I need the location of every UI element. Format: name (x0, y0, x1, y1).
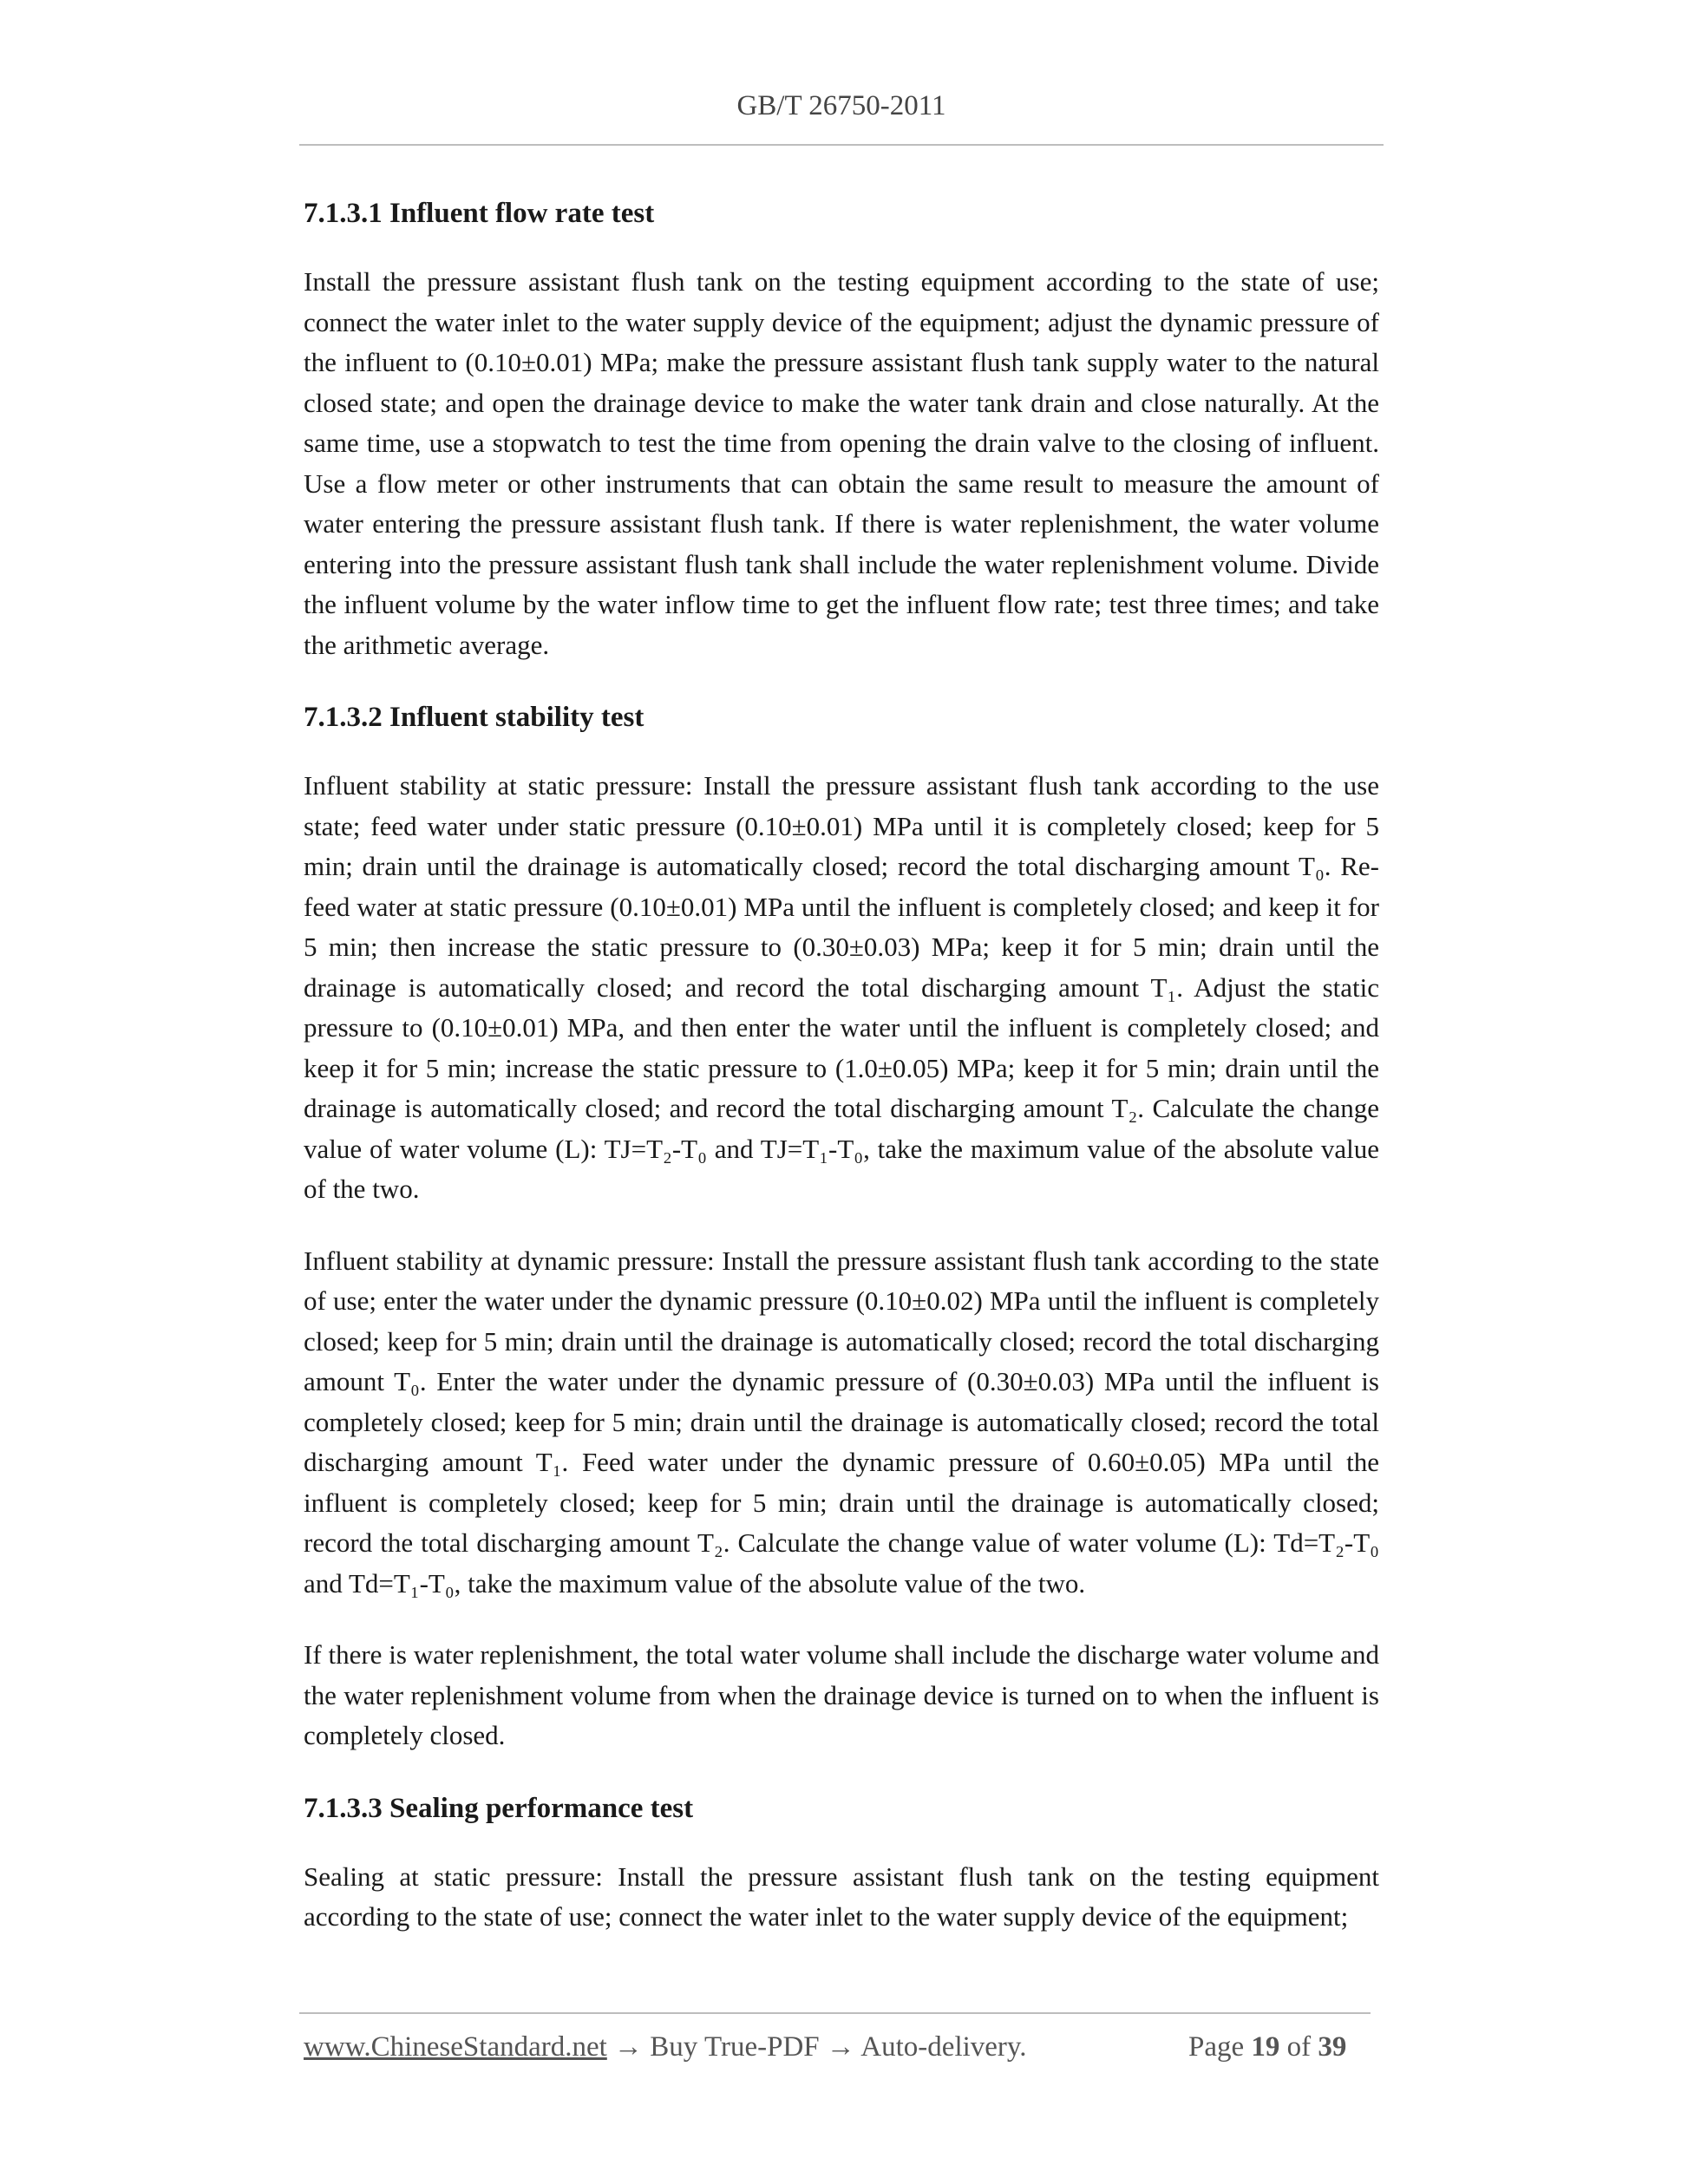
paragraph: Install the pressure assistant flush tank on the testing equipment according to the state of use; connect the water inlet to the water supply device of the equipment; adjust the dynamic pressure of the influent to (0.10±0.01) MPa; make the pressure assistant flush tank supply water to the natural closed state; and open the drainage device to make the water tank drain and close naturally. At the same time, use a stopwatch to test the time from opening the drain valve to the closing of influent. Use a flow meter or other instruments that can obtain the same result to measure the amount of water entering the pressure assistant flush tank. If there is water replenishment, the water volume entering into the pressure assistant flush tank shall include the water replenishment volume. Divide the influent volume by the water inflow time to get the influent flow rate; test three times; and take the arithmetic average. (304, 266, 1379, 660)
site-link[interactable]: www.ChineseStandard.net (304, 2031, 607, 2063)
footer-divider (299, 2012, 1371, 2014)
of-label: of (1286, 2031, 1312, 2063)
section-heading: 7.1.3.2 Influent stability test (304, 702, 644, 733)
page-indicator (1188, 2031, 1346, 2063)
document-body (304, 193, 1379, 1969)
page-label: Page (1188, 2031, 1245, 2063)
section-heading: 7.1.3.1 Influent flow rate test (304, 198, 655, 229)
paragraph: Sealing at static pressure: Install the pressure assistant flush tank on the testing equipment according to the state of use; connect the water inlet to the water supply device of the equipment; (304, 1860, 1379, 1932)
paragraph: Influent stability at dynamic pressure: Install the pressure assistant flush tank according to the state of use; enter the water under the dynamic pressure (0.10±0.02) MPa until the influent is completely closed; keep for 5 min; drain until the drainage is automatically closed; record the total discharging amount T₀. Enter the water under the dynamic pressure of (0.30±0.03) MPa until the influent is completely closed; keep for 5 min; drain until the drainage is automatically closed; record the total discharging amount T₁. Feed water under the dynamic pressure of 0.60±0.05) MPa until the influent is completely closed; keep for 5 min; drain until the drainage is automatically closed; record the total discharging amount T₂. Calculate the change value of water volume (L): Td=T₂-T₀ and Td=T₁-T₀, take the maximum value of the absolute value of the two. (304, 1245, 1379, 1599)
paragraph: If there is water replenishment, the total water volume shall include the discharge water volume and the water replenishment volume from when the drainage device is turned on to when the influent is completely closed. (304, 1639, 1379, 1750)
header-divider (299, 144, 1384, 146)
promo-text: → Buy True-PDF → Auto-delivery. (606, 2031, 1027, 2063)
page-number: 19 (1251, 2031, 1280, 2063)
page-total: 39 (1318, 2031, 1347, 2063)
footer-promo (304, 2031, 1027, 2063)
section-heading: 7.1.3.3 Sealing performance test (304, 1792, 694, 1824)
page-header: GB/T 26750-2011 (736, 90, 946, 121)
paragraph: Influent stability at static pressure: Install the pressure assistant flush tank according to the use state; feed water under static pressure (0.10±0.01) MPa until it is completely closed; keep for 5 min; drain until the drainage is automatically closed; record the total discharging amount T₀. Re-feed water at static pressure (0.10±0.01) MPa until the influent is completely closed; and keep it for 5 min; then increase the static pressure to (0.30±0.03) MPa; keep it for 5 min; drain until the drainage is automatically closed; and record the total discharging amount T₁. Adjust the static pressure to (0.10±0.01) MPa, and then enter the water until the influent is completely closed; and keep it for 5 min; increase the static pressure to (1.0±0.05) MPa; keep it for 5 min; drain until the drainage is automatically closed; and record the total discharging amount T₂. Calculate the change value of water volume (L): TJ=T₂-T₀ and TJ=T₁-T₀, take the maximum value of the absolute value of the two. (304, 770, 1379, 1204)
